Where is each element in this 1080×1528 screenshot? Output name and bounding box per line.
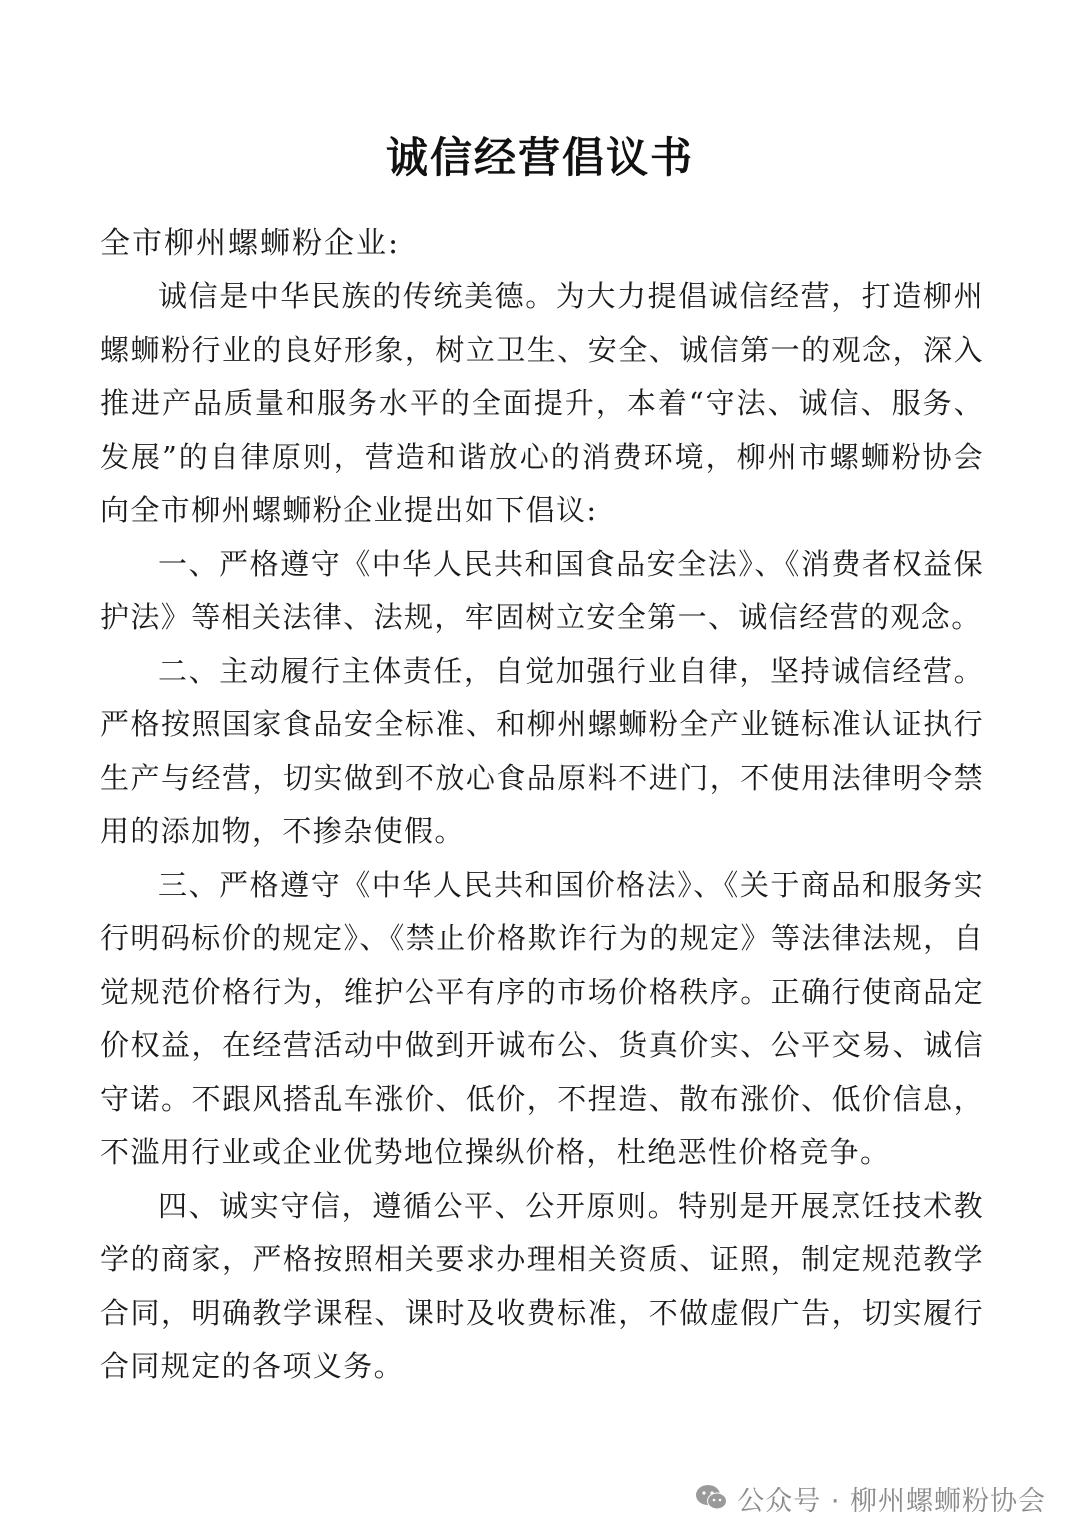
document-title: 诚信经营倡议书 — [385, 133, 694, 182]
watermark — [695, 1478, 1046, 1518]
paragraph-item-4: 四、诚实守信，遵循公平、公开原则。特别是开展烹饪技术教学的商家，严格按照相关要求办理相关资质、证照，制定规范教学合同，明确教学课程、课时及收费标准，不做虚假广告，切实履行合同规定的各项义务。 — [100, 1188, 984, 1383]
paragraph-intro: 诚信是中华民族的传统美德。为大力提倡诚信经营，打造柳州螺蛳粉行业的良好形象，树立卫生、安全、诚信第一的观念，深入推进产品质量和服务水平的全面提升，本着“守法、诚信、服务、发展”的自律原则，营造和谐放心的消费环境，柳州市螺蛳粉协会向全市柳州螺蛳粉企业提出如下倡议: — [100, 279, 984, 527]
wechat-icon — [695, 1484, 729, 1512]
paragraph-item-3: 三、严格遵守《中华人民共和国价格法》、《关于商品和服务实行明码标价的规定》、《禁止价格欺诈行为的规定》等法律法规，自觉规范价格行为，维护公平有序的市场价格秩序。正确行使商品定价权益，在经营活动中做到开诚布公、货真价实、公平交易、诚信守诺。不跟风搭乱车涨价、低价，不捏造、散布涨价、低价信息，不滥用行业或企业优势地位操纵价格，杜绝恶性价格竞争。 — [100, 867, 984, 1169]
salutation: 全市柳州螺蛳粉企业: — [100, 226, 401, 261]
paragraph-item-1: 一、严格遵守《中华人民共和国食品安全法》、《消费者权益保护法》等相关法律、法规，牢固树立安全第一、诚信经营的观念。 — [100, 546, 984, 634]
paragraph-item-2: 二、主动履行主体责任，自觉加强行业自律，坚持诚信经营。严格按照国家食品安全标准、和柳州螺蛳粉全产业链标准认证执行生产与经营，切实做到不放心食品原料不进门，不使用法律明令禁用的添加物，不掺杂使假。 — [100, 653, 984, 848]
watermark-text: 公众号 · 柳州螺蛳粉协会 — [737, 1485, 1046, 1517]
document-body — [100, 270, 984, 1394]
